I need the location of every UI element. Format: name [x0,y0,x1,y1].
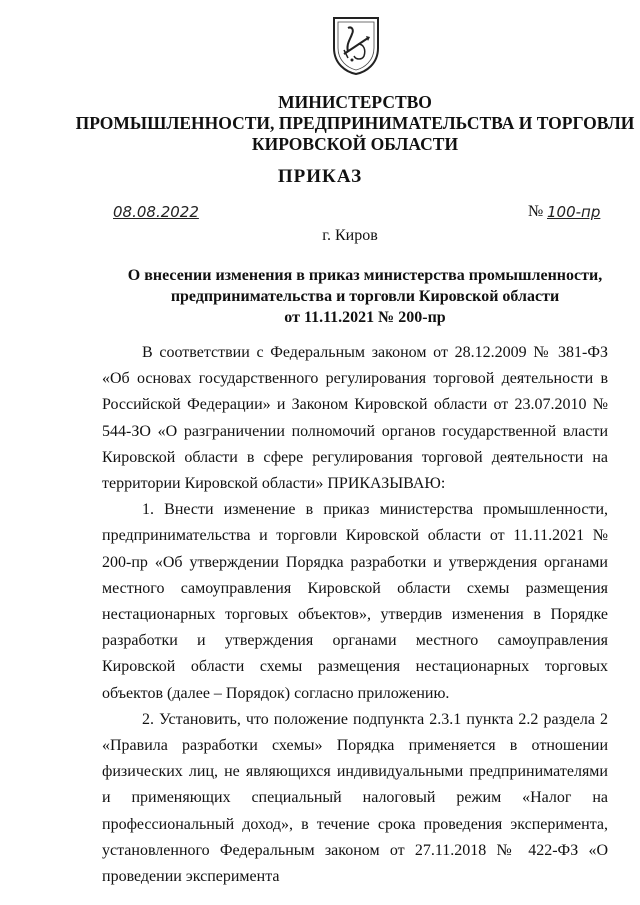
ministry-line-1: МИНИСТЕРСТВО [278,92,432,112]
order-title: ПРИКАЗ [277,166,363,187]
order-number: 100-пр [547,203,601,221]
subject-line-3: от 11.11.2021 № 200-пр [284,309,446,326]
ministry-line-3: КИРОВСКОЙ ОБЛАСТИ [251,134,459,154]
paragraph-item-2: 2. Установить, что положение подпункта 2.3.1 пункта 2.2 раздела 2 «Правила разработки схемы» Порядка применяется в отношении физических лиц, не являющихся индивидуальными предпринимателями и применяющих специальный налоговый режим «Налог на профессиональный доход», в течение срока проведения эксперимента, установленного Федеральным законом от 27.11.2018 № 422-ФЗ «О проведении эксперимента [102,710,608,886]
order-number-label: № [528,203,544,220]
coat-of-arms-icon [330,14,382,76]
paragraph-item-1: 1. Внести изменение в приказ министерства промышленности, предпринимательства и торговли Кировской области от 11.11.2021 № 200-пр «Об утверждении Порядка разработки и утверждения органами местного самоуправления Кировской области схемы размещения нестационарных торговых объектов», утвердив изменения в Порядке разработки и утверждения органами местного самоуправления Кировской области схемы размещения нестационарных торговых объектов (далее – Порядок) согласно приложению. [102,501,608,702]
document-body [102,340,608,890]
subject-line-2: предпринимательства и торговли Кировской области [170,288,560,305]
paragraph-preamble: В соответствии с Федеральным законом от 28.12.2009 № 381-ФЗ «Об основах государственного регулирования торговой деятельности в Российской Федерации» и Законом Кировской области от 23.07.2010 № 544-ЗО «О разграничении полномочий органов государственной власти Кировской области в сфере регулирования торговой деятельности на территории Кировской области» ПРИКАЗЫВАЮ: [102,344,608,493]
ministry-name [60,92,640,155]
city: г. Киров [322,227,378,244]
order-date: 08.08.2022 [113,203,199,221]
subject-line-1: О внесении изменения в приказ министерства промышленности, [127,267,603,284]
order-subject [70,265,640,328]
ministry-line-2: ПРОМЫШЛЕННОСТИ, ПРЕДПРИНИМАТЕЛЬСТВА И ТОРГОВЛИ [75,113,635,133]
